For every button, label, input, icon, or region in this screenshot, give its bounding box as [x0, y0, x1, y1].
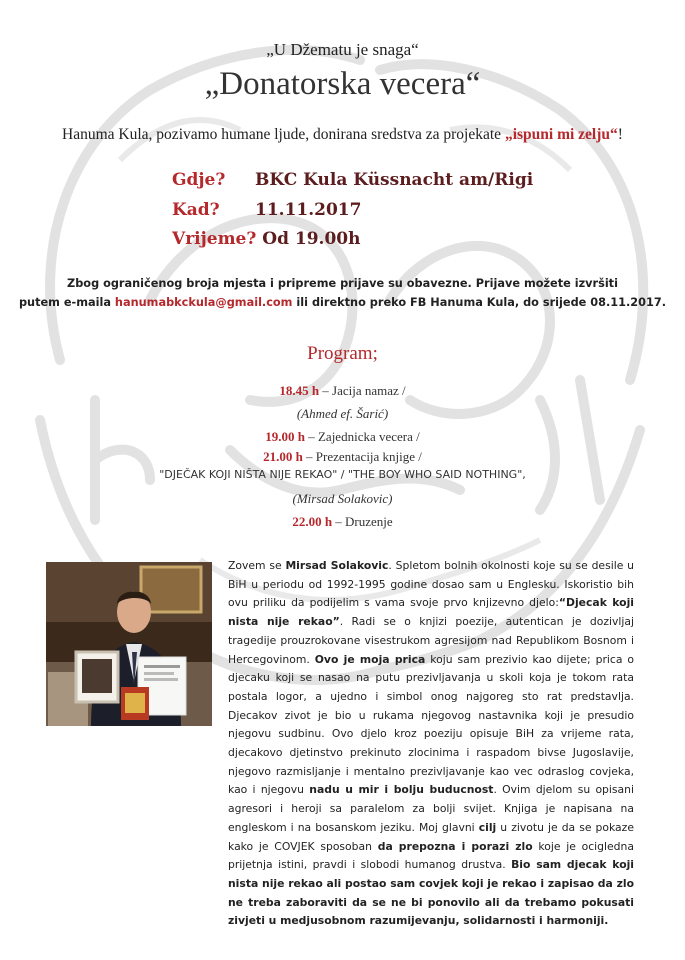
bio-text: koje je ocigledna prijetnja istini, pravdi i slobodi humanog drustva. [228, 839, 634, 872]
email-link[interactable]: hanumabkckula@gmail.com [114, 296, 293, 309]
program-item-prayer-leader [0, 406, 685, 422]
date-row [172, 200, 361, 220]
bio-text: u zivotu je da se pokaze kako je COVJEK sposoban [228, 820, 634, 853]
bio-bold: da prepozna i porazi zlo [377, 839, 533, 853]
intro-highlight: „ispuni mi zelju“ [504, 126, 618, 143]
time-row [172, 229, 360, 249]
program-text: – Zajednicka vecera / [304, 429, 420, 444]
location-row [172, 170, 533, 190]
location-value: BKC Kula Küssnacht am/Rigi [255, 170, 534, 190]
bio-bold: “Djecak koji nista nije rekao” [228, 596, 634, 629]
author-bio [228, 557, 634, 931]
program-text: – Jacija namaz / [319, 383, 406, 398]
program-text: – Prezentacija knjige / [302, 449, 422, 464]
bio-bold: Bio sam djecak koji nista nije rekao ali postao sam covjek koji je rekao i zapisao da zlo ne treba zaboraviti da se ne bi ponovilo ali da trebamo pokusati zivjeti u medjusobnom razumijevanju, solidarnosti i harmoniji. [228, 858, 635, 928]
bio-text: . Ovim djelom su opisani agresori i heroji sa paralelom za bolji svijet. Knjiga je napisana na engleskom i na bosanskom jeziku. Moj glavni [228, 783, 634, 834]
program-heading: Program; [307, 343, 378, 364]
date-label: Kad? [172, 200, 220, 220]
program-book-author [0, 491, 685, 507]
time-label: Vrijeme? [172, 229, 257, 249]
intro-text [0, 126, 685, 144]
program-book-title: "DJEČAK KOJI NIŠTA NIJE REKAO" / "THE BOY WHO SAID NOTHING", [159, 468, 526, 481]
program-subtext: (Mirsad Solakovic) [292, 491, 393, 506]
program-time: 22.00 h [292, 514, 333, 529]
bio-text: koju sam prezivio kao dijete; prica o djecaku koji se nasao na putu prezivljavanja u skoli koja je tokom rata postala logor, a ujedno i simbol onog najgoreg sto rat predstavlja. Djecakov zivot je bio u rukama njegovog nastavnika koji je presudio njegovu sudbinu. Ovo djelo kroz poeziju opisuje BiH za vrijeme rata, djecakovo djetinstvo prekinuto zlocinima i raspadom bivse Jugoslavije, njegovo razmisljanje i mentalno prezivljavanje kao vec odraslog covjeka, kao i njegovu [228, 652, 635, 797]
bio-bold: Ovo je moja prica [314, 652, 426, 666]
program-item-book [0, 449, 685, 465]
date-value: 11.11.2017 [255, 200, 362, 220]
bio-text: . Spletom bolnih okolnosti koje su se desile u BiH u periodu od 1992-1995 godine dosao sam u Englesku. Iskoristio bih ovu priliku da podijelim s vama svoje prvo knjizevno djelo: [228, 559, 634, 610]
notice-line2-start: putem e-maila [18, 296, 115, 309]
intro-text-end: ! [617, 126, 623, 143]
bio-text: . Radi se o knjizi poezije, autentican je dozivljaj tragedije prouzrokovane visestrukom agresijom nad Republikom Bosnom i Hercegovinom. [228, 615, 634, 666]
program-time: 21.00 h [263, 449, 303, 464]
bio-bold: cilj [478, 820, 497, 834]
program-time: 19.00 h [265, 429, 305, 444]
registration-notice-line1: Zbog ograničenog broja mjesta i pripreme prijave su obavezne. Prijave možete izvršiti [67, 277, 618, 290]
program-time: 18.45 h [279, 383, 320, 398]
author-photo [46, 562, 212, 726]
bio-bold: nadu u mir i bolju buducnost [309, 783, 494, 797]
program-item-prayer [0, 383, 685, 399]
program-text: – Druzenje [332, 514, 393, 529]
bio-text: Zovem se [228, 559, 286, 572]
registration-notice-line2 [0, 296, 685, 309]
bio-bold: Mirsad Solakovic [285, 559, 389, 572]
notice-line2-end: ili direktno preko FB Hanuma Kula, do srijede 08.11.2017. [292, 296, 667, 309]
program-item-dinner [0, 429, 685, 445]
tagline: „U Džematu je snaga“ [266, 40, 419, 59]
program-item-socializing [0, 514, 685, 530]
intro-text-main: Hanuma Kula, pozivamo humane ljude, donirana sredstva za projekate [62, 126, 505, 143]
time-value: Od 19.00h [262, 229, 361, 249]
location-label: Gdje? [172, 170, 226, 190]
program-subtext: (Ahmed ef. Šarić) [296, 406, 389, 421]
page-title: „Donatorska vecera“ [204, 66, 481, 102]
